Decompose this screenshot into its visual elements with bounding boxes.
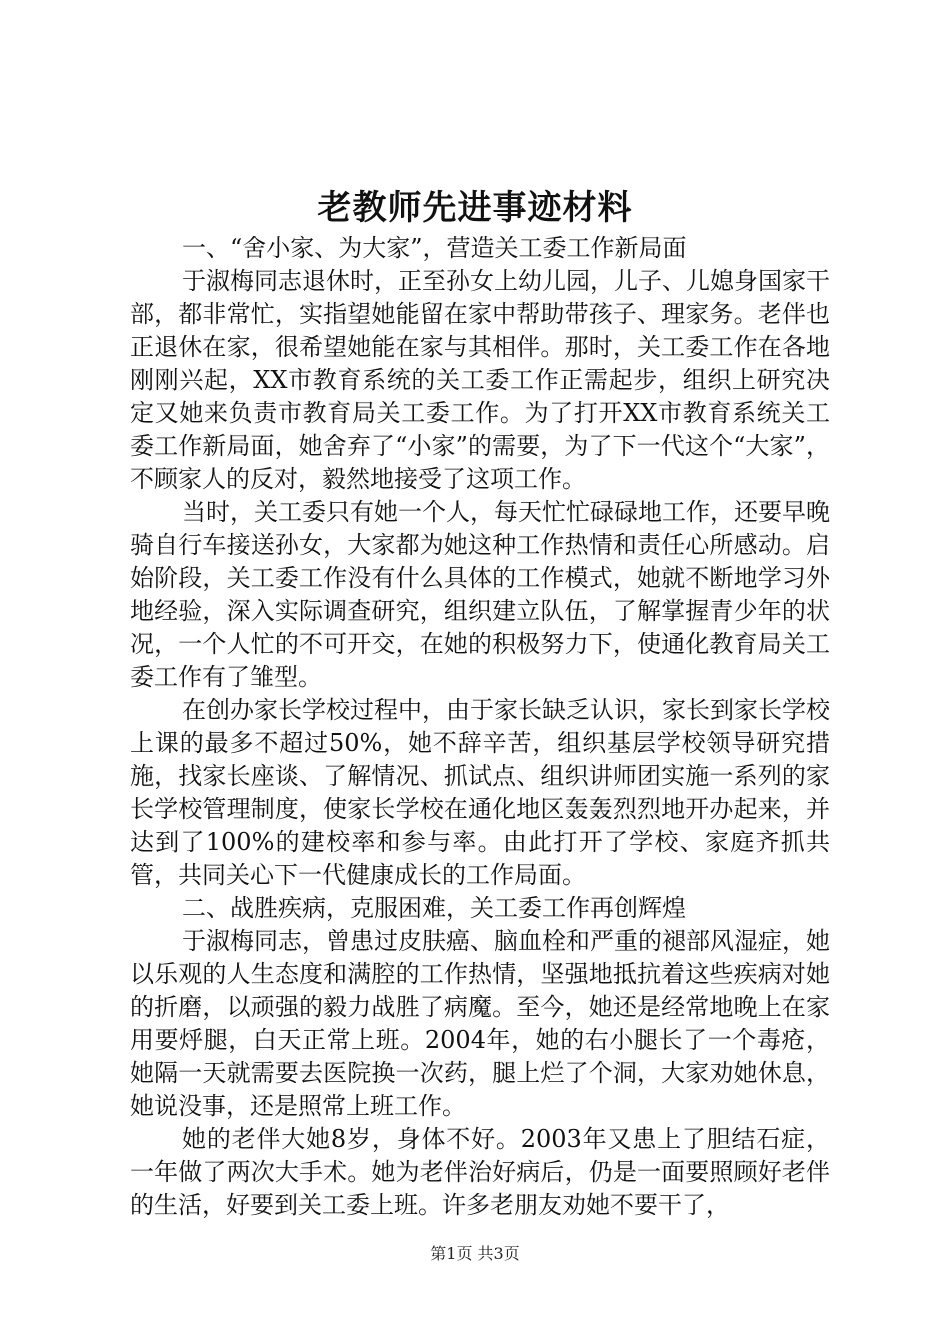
document-title: 老教师先进事迹材料 xyxy=(317,188,633,228)
document-body xyxy=(130,232,830,1222)
paragraph: 在创办家长学校过程中，由于家长缺乏认识，家长到家长学校上课的最多不超过50%，她不辞辛苦，组织基层学校领导研究措施，找家长座谈、了解情况、抓试点、组织讲师团实施一系列的家长学校管理制度，使家长学校在通化地区轰轰烈烈地开办起来，并达到了100%的建校率和参与率。由此打开了学校、家庭齐抓共管，共同关心下一代健康成长的工作局面。 xyxy=(130,696,830,889)
paragraph: 当时，关工委只有她一个人，每天忙忙碌碌地工作，还要早晚骑自行车接送孙女，大家都为她这种工作热情和责任心所感动。启始阶段，关工委工作没有什么具体的工作模式，她就不断地学习外地经验，深入实际调查研究，组织建立队伍，了解掌握青少年的状况，一个人忙的不可开交，在她的积极努力下，使通化教育局关工委工作有了雏型。 xyxy=(130,498,830,691)
page-footer: 第1页 共3页 xyxy=(430,1244,520,1263)
section-heading: 二、战胜疾病，克服困难，关工委工作再创辉煌 xyxy=(182,894,686,922)
paragraph: 她的老伴大她8岁，身体不好。2003年又患上了胆结石症，一年做了两次大手术。她为老伴治好病后，仍是一面要照顾好老伴的生活，好要到关工委上班。许多老朋友劝她不要干了， xyxy=(130,1125,830,1219)
paragraph: 于淑梅同志退休时，正至孙女上幼儿园，儿子、儿媳身国家干部，都非常忙，实指望她能留在家中帮助带孩子、理家务。老伴也正退休在家，很希望她能在家与其相伴。那时，关工委工作在各地刚刚兴起，XX市教育系统的关工委工作正需起步，组织上研究决定又她来负责市教育局关工委工作。为了打开XX市教育系统关工委工作新局面，她舍弃了“小家”的需要，为了下一代这个“大家”，不顾家人的反对，毅然地接受了这项工作。 xyxy=(130,267,830,493)
paragraph: 于淑梅同志，曾患过皮肤癌、脑血栓和严重的褪部风湿症，她以乐观的人生态度和满腔的工作热情，坚强地抵抗着这些疾病对她的折磨，以顽强的毅力战胜了病魔。至今，她还是经常地晚上在家用要烀腿，白天正常上班。2004年，她的右小腿长了一个毒疮，她隔一天就需要去医院换一次药，腿上烂了个洞，大家劝她休息，她说没事，还是照常上班工作。 xyxy=(130,927,830,1120)
section-heading: 一、“舍小家、为大家”，营造关工委工作新局面 xyxy=(182,234,687,262)
